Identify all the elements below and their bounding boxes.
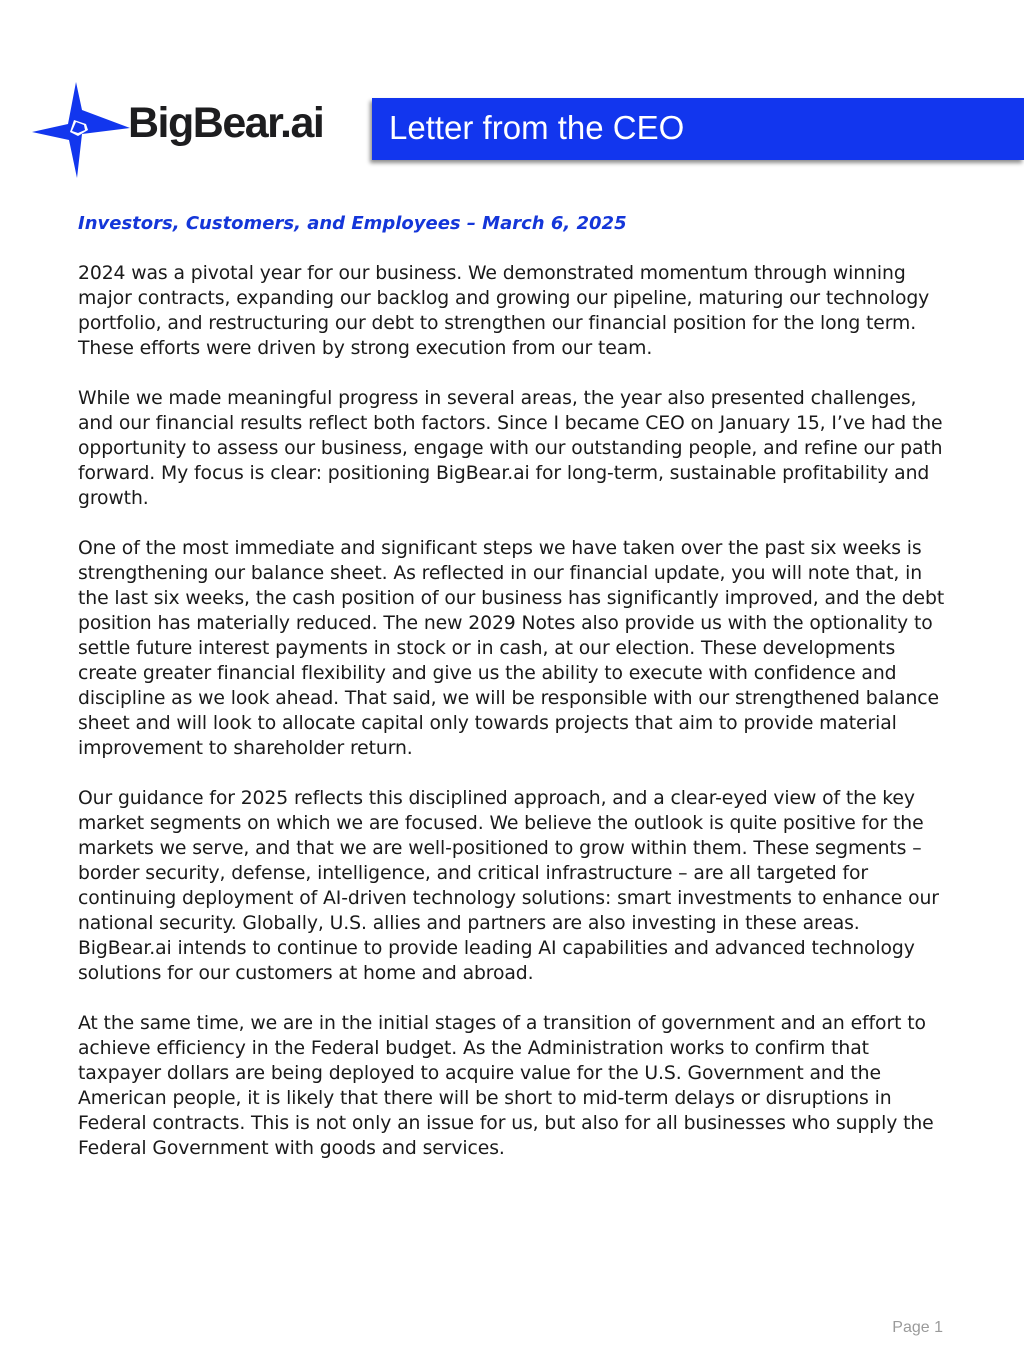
logo-wordmark: BigBear.ai — [128, 99, 324, 147]
company-logo — [30, 80, 340, 180]
paragraph: Our guidance for 2025 reflects this disciplined approach, and a clear-eyed view of the key market segments on which we are focused. We believe the outlook is quite positive for the markets we serve, and that we are well-positioned to grow within them. These segments – border security, defense, intelligence, and critical infrastructure – are all targeted for continuing deployment of AI-driven technology solutions: smart investments to enhance our national security. Globally, U.S. allies and partners are also investing in these areas. BigBear.ai intends to continue to provide leading AI capabilities and advanced technology solutions for our customers at home and abroad. — [78, 788, 939, 984]
letter-body — [78, 261, 954, 1186]
paragraph: One of the most immediate and significant steps we have taken over the past six weeks is strengthening our balance sheet. As reflected in our financial update, you will note that, in the last six weeks, the cash position of our business has significantly improved, and the debt position has materially reduced. The new 2029 Notes also provide us with the optionality to settle future interest payments in stock or in cash, at our election. These developments create greater financial flexibility and give us the ability to execute with confidence and discipline as we look ahead. That said, we will be responsible with our strengthened balance sheet and will look to allocate capital only towards projects that aim to provide material improvement to shareholder return. — [78, 538, 945, 759]
title-banner — [372, 98, 1024, 160]
paragraph: 2024 was a pivotal year for our business. We demonstrated momentum through winning major contracts, expanding our backlog and growing our pipeline, maturing our technology portfolio, and restructuring our debt to strengthen our financial position for the long term. These efforts were driven by strong execution from our team. — [78, 263, 930, 359]
page-number: Page 1 — [892, 1319, 943, 1336]
paragraph: At the same time, we are in the initial stages of a transition of government and an effort to achieve efficiency in the Federal budget. As the Administration works to confirm that taxpayer dollars are being deployed to acquire value for the U.S. Government and the American people, it is likely that there will be short to mid-term delays or disruptions in Federal contracts. This is not only an issue for us, but also for all businesses who supply the Federal Government with goods and services. — [78, 1013, 934, 1159]
star-logo-icon — [30, 80, 130, 180]
page-title: Letter from the CEO — [389, 109, 685, 146]
salutation-line: Investors, Customers, and Employees – March 6, 2025 — [78, 213, 627, 234]
paragraph: While we made meaningful progress in several areas, the year also presented challenges, and our financial results reflect both factors. Since I became CEO on January 15, I’ve had the opportunity to assess our business, engage with our outstanding people, and refine our path forward. My focus is clear: positioning BigBear.ai for long-term, sustainable profitability and growth. — [78, 388, 943, 509]
